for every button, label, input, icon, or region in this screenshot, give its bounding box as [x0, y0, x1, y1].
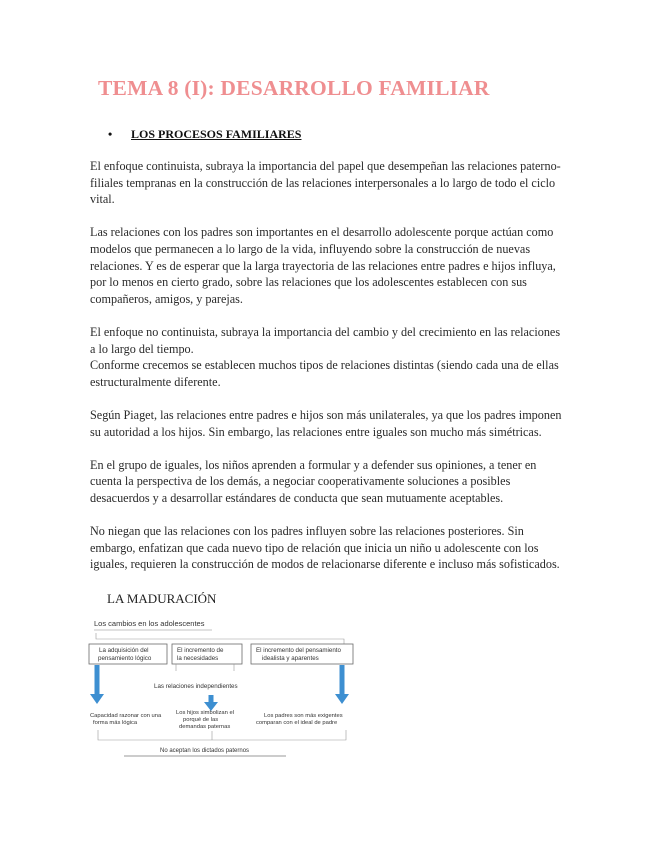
bottom-box-left-line2: forma más lógica — [93, 720, 138, 726]
paragraph-3: El enfoque no continuista, subraya la importancia del cambio y del crecimiento en las relaciones a lo largo del tiempo. — [90, 324, 561, 356]
section-heading: LA MADURACIÓN — [107, 591, 217, 606]
paragraph-1: El enfoque continuista, subraya la importancia del papel que desempeñan las relaciones paterno-filiales tempranas en la construcción de las relaciones interpersonales a lo largo de todo el ciclo vital. — [90, 159, 561, 207]
arrow-right-shaft — [340, 665, 345, 695]
arrow-left-head — [90, 694, 104, 704]
body-text — [90, 158, 568, 589]
bottom-box-right-line2: comparan con el ideal de padre — [256, 720, 338, 726]
paragraph-5: Según Piaget, las relaciones entre padres e hijos son más unilaterales, ya que los padres imponen su autoridad a los hijos. Sin embargo, las relaciones entre iguales son mucho más simétricas. — [90, 407, 562, 439]
arrow-left-shaft — [95, 665, 100, 695]
header-bracket — [96, 633, 344, 644]
page-title: TEMA 8 (I): DESARROLLO FAMILIAR — [98, 76, 490, 100]
top-box-logic-line2: pensamiento lógico — [98, 655, 152, 662]
top-box-logic-line1: La adquisición del — [99, 647, 149, 654]
paragraph-4: Conforme crecemos se establecen muchos tipos de relaciones distintas (siendo cada una de ellas estructuralmente diferente. — [90, 358, 559, 389]
paragraph-2: Las relaciones con los padres son importantes en el desarrollo adolescente porque actúan como modelos que permanecen a lo largo de la vida, influyendo sobre la construcción de nuevas relaciones. Y es de esperar que la larga trayectoria de las relaciones entre padres e hijos influya, por lo menos en cierto grado, sobre las relaciones que los adolescentes establecen con sus compañeros, amigos, y parejas. — [90, 225, 556, 306]
bottom-box-left-line1: Capacidad razonar con una — [90, 713, 162, 719]
diagram-footer: No aceptan los dictados paternos — [160, 748, 250, 754]
maturation-diagram — [84, 613, 374, 763]
top-box-needs-line1: El incremento de — [177, 647, 224, 654]
arrow-right-head — [335, 694, 349, 704]
bullet-heading — [108, 127, 301, 142]
bottom-box-right-line1: Los padres son más exigentes — [264, 713, 343, 719]
bullet-dot: • — [108, 127, 113, 141]
footer-bracket — [98, 730, 346, 740]
bottom-box-center-line1: Los hijos simbolizan el — [176, 710, 234, 716]
top-box-idealism-line2: idealista y aparentes — [262, 655, 319, 662]
bottom-box-center-line2: porqué de las — [183, 717, 219, 723]
paragraph-6: En el grupo de iguales, los niños aprenden a formular y a defender sus opiniones, a tener en cuenta la perspectiva de los demás, a negociar cooperativamente soluciones a posibles desacuerdos y a desarrollar estándares de conducta que sean mutuamente aceptables. — [90, 457, 537, 505]
top-box-needs-line2: la necesidades — [177, 655, 219, 662]
arrow-center-shaft — [209, 695, 214, 703]
top-box-idealism-line1: El incremento del pensamiento — [256, 647, 341, 654]
paragraph-7: No niegan que las relaciones con los padres influyen sobre las relaciones posteriores. Sin embargo, enfatizan que cada nuevo tipo de relación que inicia un niño u adolescente con los iguales, requieren la construcción de modos de relacionarse diferente e incluso más sofisticados. — [90, 524, 560, 572]
subheading: LOS PROCESOS FAMILIARES — [131, 127, 302, 141]
diagram-header: Los cambios en los adolescentes — [94, 619, 205, 628]
middle-label: Las relaciones independientes — [154, 683, 238, 690]
bottom-box-center-line3: demandas paternas — [179, 724, 231, 730]
middle-connectors — [176, 664, 234, 671]
